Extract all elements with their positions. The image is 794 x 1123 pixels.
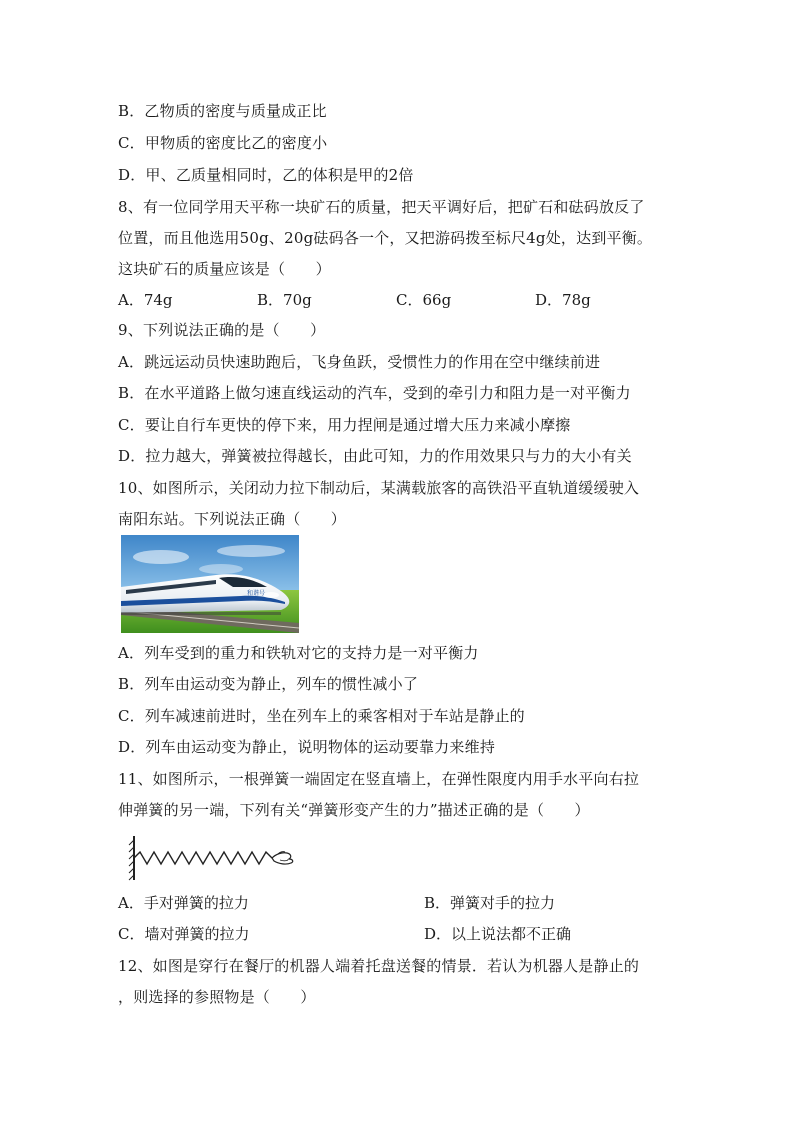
q10-option-d: D．列车由运动变为静止，说明物体的运动要靠力来维持 (118, 738, 496, 756)
q8-stem-line2: 位置，而且他选用50g、20g砝码各一个，又把游码拨至标尺4g处，达到平衡。 (118, 229, 653, 247)
q7-option-b: B．乙物质的密度与质量成正比 (118, 102, 327, 120)
q9-option-a: A．跳远运动员快速助跑后，飞身鱼跃，受惯性力的作用在空中继续前进 (118, 353, 601, 371)
q10-stem-line2: 南阳东站。下列说法正确（ ） (118, 510, 347, 528)
q8-option-a: A．74g (118, 291, 173, 309)
q10-option-a: A．列车受到的重力和铁轨对它的支持力是一对平衡力 (118, 644, 479, 662)
train-front-label: 和谐号 (247, 590, 266, 597)
q8-option-c: C．66g (396, 291, 452, 309)
q10-option-b: B．列车由运动变为静止，列车的惯性减小了 (118, 675, 419, 693)
q7-option-d: D．甲、乙质量相同时，乙的体积是甲的2倍 (118, 166, 414, 184)
q11-option-a: A．手对弹簧的拉力 (118, 894, 249, 912)
spring-wall-figure (126, 832, 304, 882)
q11-stem-line1: 11、如图所示，一根弹簧一端固定在竖直墙上，在弹性限度内用手水平向右拉 (118, 770, 640, 788)
q9-stem: 9、下列说法正确的是（ ） (118, 321, 326, 339)
q8-stem-line3: 这块矿石的质量应该是（ ） (118, 260, 331, 278)
q11-stem-line2: 伸弹簧的另一端，下列有关“弹簧形变产生的力”描述正确的是（ ） (118, 801, 590, 819)
q9-option-d: D．拉力越大，弹簧被拉得越长，由此可知，力的作用效果只与力的大小有关 (118, 447, 632, 465)
q11-option-c: C．墙对弹簧的拉力 (118, 925, 250, 943)
q11-option-b: B．弹簧对手的拉力 (424, 894, 556, 912)
q9-option-b: B．在水平道路上做匀速直线运动的汽车，受到的牵引力和阻力是一对平衡力 (118, 384, 631, 402)
q10-option-c: C．列车减速前进时，坐在列车上的乘客相对于车站是静止的 (118, 707, 525, 725)
q8-stem-line1: 8、有一位同学用天平称一块矿石的质量，把天平调好后，把矿石和砝码放反了 (118, 198, 645, 216)
q8-option-b: B．70g (257, 291, 312, 309)
q11-option-d: D．以上说法都不正确 (424, 925, 572, 943)
q7-option-c: C．甲物质的密度比乙的密度小 (118, 134, 328, 152)
high-speed-train-image (121, 535, 299, 633)
q9-option-c: C．要让自行车更快的停下来，用力捏闸是通过增大压力来减小摩擦 (118, 416, 571, 434)
q8-option-d: D．78g (535, 291, 591, 309)
q12-stem-line2: ，则选择的参照物是（ ） (118, 988, 316, 1006)
q12-stem-line1: 12、如图是穿行在餐厅的机器人端着托盘送餐的情景．若认为机器人是静止的 (118, 957, 640, 975)
q10-stem-line1: 10、如图所示，关闭动力拉下制动后，某满载旅客的高铁沿平直轨道缓缓驶入 (118, 479, 640, 497)
